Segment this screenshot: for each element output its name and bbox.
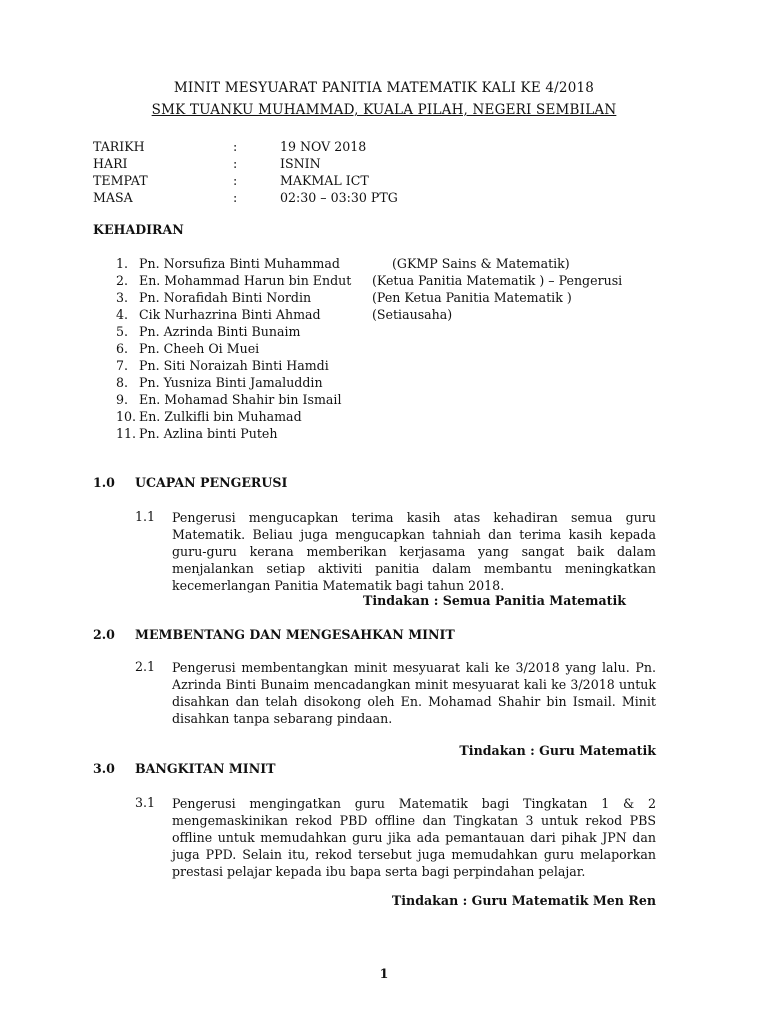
school-name: SMK TUANKU MUHAMMAD, KUALA PILAH, NEGERI SEMBILAN	[151, 102, 617, 118]
section-title: BANGKITAN MINIT	[135, 761, 276, 776]
attendance-name: Pn. Azrinda Binti Bunaim	[139, 324, 301, 339]
document-title: MINIT MESYUARAT PANITIA MATEMATIK KALI KE 4/2018	[173, 80, 595, 96]
section-title: UCAPAN PENGERUSI	[135, 475, 288, 490]
attendance-name: Pn. Norsufiza Binti Muhammad	[139, 256, 340, 271]
section-number: 1.0	[93, 475, 115, 490]
meta-colon: :	[233, 173, 238, 188]
meta-label: HARI	[93, 156, 128, 171]
meta-row-date	[0, 138, 768, 155]
attendance-item	[0, 425, 768, 442]
attendance-name: Pn. Norafidah Binti Nordin	[139, 290, 312, 305]
attendance-item	[0, 255, 768, 272]
meta-value: ISNIN	[280, 156, 321, 171]
section-number: 2.0	[93, 627, 115, 642]
attendance-name: Pn. Cheeh Oi Muei	[139, 341, 260, 356]
attendance-num: 11.	[116, 426, 137, 441]
attendance-name: Pn. Azlina binti Puteh	[139, 426, 278, 441]
attendance-num: 10.	[116, 409, 137, 424]
attendance-item	[0, 323, 768, 340]
attendance-heading: KEHADIRAN	[93, 222, 184, 237]
section-heading	[0, 474, 768, 491]
page-number: 1	[379, 966, 389, 981]
attendance-role: (GKMP Sains & Matematik)	[392, 256, 570, 271]
attendance-role: (Ketua Panitia Matematik ) – Pengerusi	[372, 273, 623, 288]
attendance-item	[0, 340, 768, 357]
item-text: Pengerusi membentangkan minit mesyuarat kali ke 3/2018 yang lalu. Pn. Azrinda Binti Bunaim mencadangkan minit mesyuarat kali ke 3/2018 untuk disahkan dan telah disokong oleh En. Mohamad Shahir bin Ismail. Minit disahkan tanpa sebarang pindaan.	[172, 660, 656, 726]
attendance-num: 7.	[116, 358, 129, 373]
item-number: 1.1	[135, 509, 156, 524]
meta-value: MAKMAL ICT	[280, 173, 369, 188]
section-title: MEMBENTANG DAN MENGESAHKAN MINIT	[135, 627, 455, 642]
attendance-item	[0, 272, 768, 289]
attendance-num: 9.	[116, 392, 129, 407]
attendance-item	[0, 289, 768, 306]
action-text: Tindakan : Semua Panitia Matematik	[363, 593, 626, 608]
meta-label: MASA	[93, 190, 133, 205]
attendance-item	[0, 391, 768, 408]
action-text: Tindakan : Guru Matematik	[459, 743, 656, 758]
meta-value: 19 NOV 2018	[280, 139, 367, 154]
meta-label: TARIKH	[93, 139, 145, 154]
attendance-item	[0, 306, 768, 323]
attendance-num: 8.	[116, 375, 129, 390]
attendance-num: 1.	[116, 256, 129, 271]
action-text: Tindakan : Guru Matematik Men Ren	[391, 893, 656, 908]
attendance-item	[0, 374, 768, 391]
meta-value: 02:30 – 03:30 PTG	[280, 190, 398, 205]
attendance-num: 2.	[116, 273, 129, 288]
attendance-item	[0, 357, 768, 374]
attendance-num: 6.	[116, 341, 129, 356]
attendance-name: Pn. Yusniza Binti Jamaluddin	[139, 375, 323, 390]
meta-row-place	[0, 172, 768, 189]
attendance-role: (Pen Ketua Panitia Matematik )	[372, 290, 572, 305]
item-text: Pengerusi mengingatkan guru Matematik bagi Tingkatan 1 & 2 mengemaskinikan rekod PBD offline dan Tingkatan 3 untuk rekod PBS offline untuk memudahkan guru jika ada pemantauan dari pihak JPN dan juga PPD. Selain itu, rekod tersebut juga memudahkan guru melaporkan prestasi pelajar kepada ibu bapa serta bagi perpindahan pelajar.	[172, 796, 656, 879]
item-number: 2.1	[135, 659, 156, 674]
attendance-name: Cik Nurhazrina Binti Ahmad	[139, 307, 321, 322]
item-text: Pengerusi mengucapkan terima kasih atas kehadiran semua guru Matematik. Beliau juga mengucapkan tahniah dan terima kasih kepada guru-guru kerana memberikan kerjasama yang sangat baik dalam menjalankan setiap aktiviti panitia dalam membantu meningkatkan kecemerlangan Panitia Matematik bagi tahun 2018.	[172, 510, 656, 593]
attendance-name: En. Mohamad Shahir bin Ismail	[139, 392, 342, 407]
meta-colon: :	[233, 139, 238, 154]
meta-row-time	[0, 189, 768, 206]
meta-row-day	[0, 155, 768, 172]
attendance-num: 3.	[116, 290, 129, 305]
meta-colon: :	[233, 190, 238, 205]
meta-colon: :	[233, 156, 238, 171]
attendance-role: (Setiausaha)	[372, 307, 453, 322]
section-heading	[0, 626, 768, 643]
item-number: 3.1	[135, 795, 156, 810]
section-number: 3.0	[93, 761, 115, 776]
attendance-num: 5.	[116, 324, 129, 339]
section-heading	[0, 760, 768, 777]
attendance-name: En. Mohammad Harun bin Endut	[139, 273, 352, 288]
attendance-item	[0, 408, 768, 425]
attendance-name: En. Zulkifli bin Muhamad	[139, 409, 302, 424]
meta-label: TEMPAT	[93, 173, 148, 188]
attendance-num: 4.	[116, 307, 129, 322]
attendance-name: Pn. Siti Noraizah Binti Hamdi	[139, 358, 329, 373]
